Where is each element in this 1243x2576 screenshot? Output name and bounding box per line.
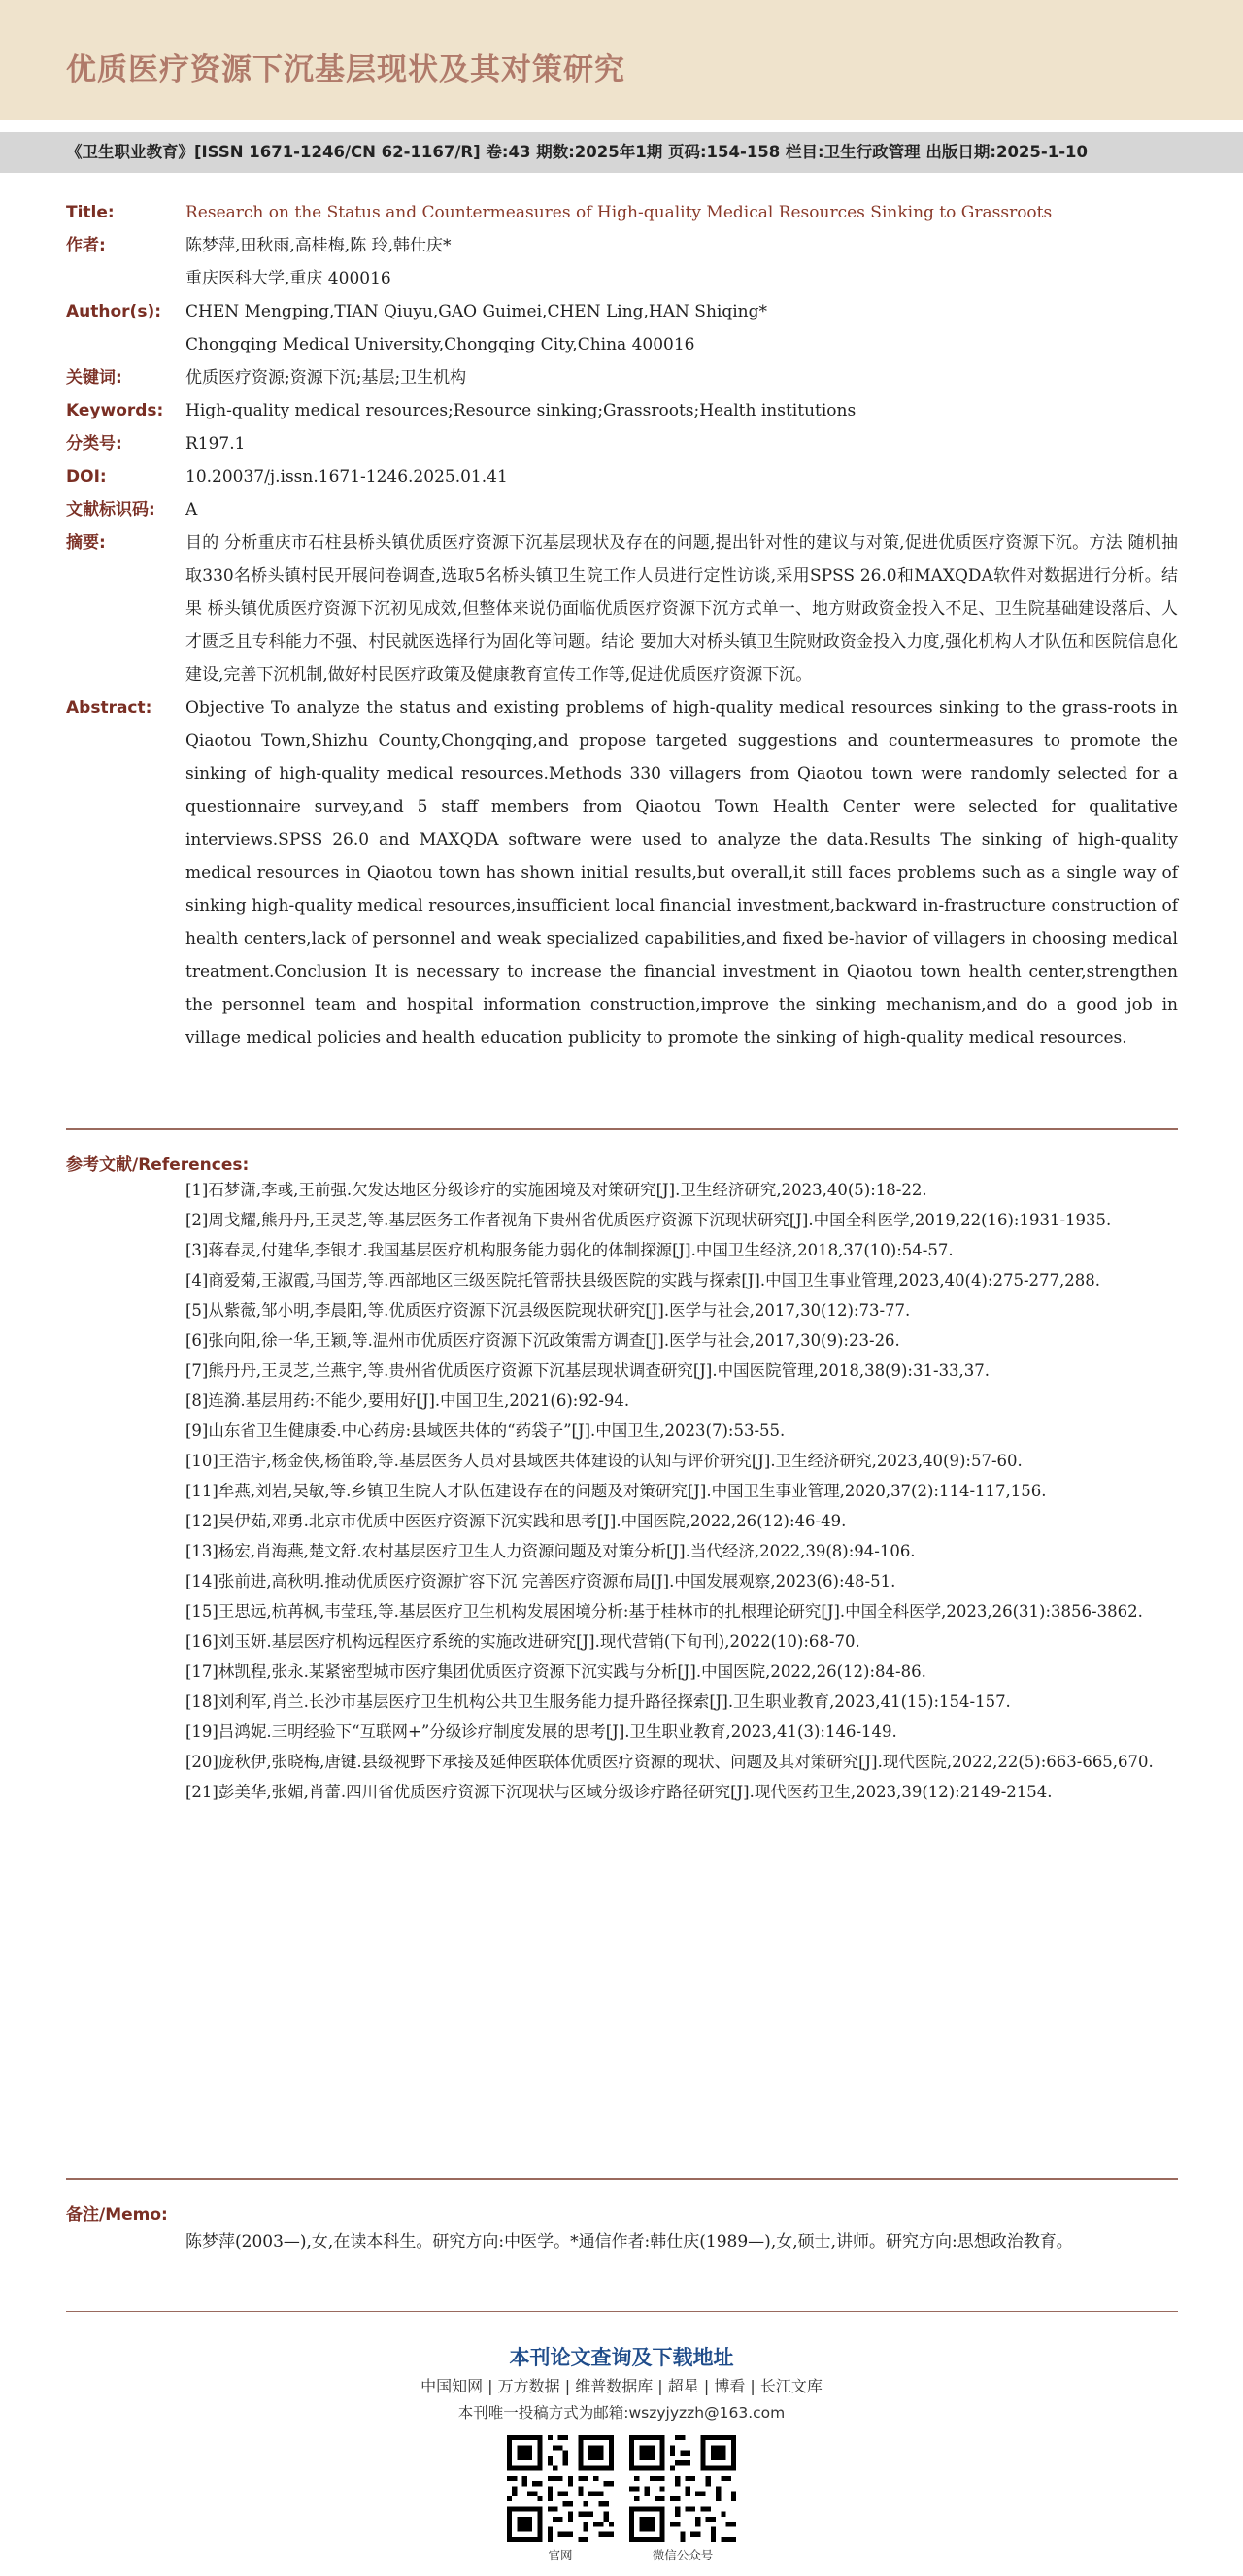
abstract-en-label: Abstract: [66, 698, 152, 718]
keywords-en-row [66, 394, 1178, 427]
keywords-en-label: Keywords: [66, 401, 164, 420]
keywords-en: High-quality medical resources;Resource sinking;Grassroots;Health institutions [185, 401, 857, 420]
abstract-cn-row [66, 526, 1178, 691]
divider [66, 1128, 1178, 1130]
database-list[interactable]: 中国知网 | 万方数据 | 维普数据库 | 超星 | 博看 | 长江文库 [420, 2377, 823, 2395]
reference-item: [12]吴伊茹,邓勇.北京市优质中医医疗资源下沉实践和思考[J].中国医院,2022,26(12):46-49. [185, 1512, 847, 1530]
authors-en-label: Author(s): [66, 302, 162, 321]
website-qr-caption: 官网 [548, 2548, 573, 2562]
reference-item: [4]商爱菊,王淑霞,马国芳,等.西部地区三级医院托管帮扶县级医院的实践与探索[J].中国卫生事业管理,2023,40(4):275-277,288. [185, 1271, 1101, 1289]
title-row [66, 196, 1178, 229]
abstract-cn-label: 摘要: [66, 533, 106, 552]
reference-item: [15]王思远,杭苒枫,韦莹珏,等.基层医疗卫生机构发展困境分析:基于桂林市的扎根理论研究[J].中国全科医学,2023,26(31):3856-3862. [185, 1602, 1143, 1621]
references-list [185, 1175, 1178, 1807]
reference-item: [8]连漪.基层用药:不能少,要用好[J].中国卫生,2021(6):92-94. [185, 1391, 630, 1410]
abstract-en: Objective To analyze the status and existing problems of high-quality medical resources sinking to the grass-roots in Qiaotou Town,Shizhu County,Chongqing,and propose targeted suggestions and countermeasures to promote the sinking of high-quality medical resources.Methods 330 villagers from Qiaotou town were randomly selected for a questionnaire survey,and 5 staff members from Qiaotou Town Health Center were selected for qualitative interviews.SPSS 26.0 and MAXQDA software were used to analyze the data.Results The sinking of high-quality medical resources in Qiaotou town has shown initial results,but overall,it still faces problems such as a single way of sinking high-quality medical resources,insufficient local financial investment,backward in-frastructure construction of health centers,lack of personnel and weak specialized capabilities,and fixed be-havior of villagers in choosing medical treatment.Conclusion It is necessary to increase the financial investment in Qiaotou town health center,strengthen the personnel team and hospital information construction,improve the sinking mechanism,and do a good job in village medical policies and health education publicity to promote the sinking of high-quality medical resources. [185, 698, 1178, 1048]
doc-code-value: A [185, 500, 198, 519]
authors-en: CHEN Mengping,TIAN Qiuyu,GAO Guimei,CHEN Ling,HAN Shiqing* [185, 302, 767, 321]
article-title: 优质医疗资源下沉基层现状及其对策研究 [66, 52, 625, 87]
reference-item: [13]杨宏,肖海燕,楚文舒.农村基层医疗卫生人力资源问题及对策分析[J].当代经济,2022,39(8):94-106. [185, 1542, 916, 1560]
reference-item: [6]张向阳,徐一华,王颖,等.温州市优质医疗资源下沉政策需方调查[J].医学与社会,2017,30(9):23-26. [185, 1331, 900, 1350]
english-title: Research on the Status and Countermeasures of High-quality Medical Resources Sinking to Grassroots [185, 203, 1053, 222]
doc-code-label: 文献标识码: [66, 500, 155, 519]
divider [66, 2178, 1178, 2180]
reference-item: [21]彭美华,张媚,肖蕾.四川省优质医疗资源下沉现状与区域分级诊疗路径研究[J].现代医药卫生,2023,39(12):2149-2154. [185, 1783, 1053, 1801]
reference-item: [5]从紫薇,邹小明,李晨阳,等.优质医疗资源下沉县级医院现状研究[J].医学与社会,2017,30(12):73-77. [185, 1301, 911, 1320]
reference-item: [18]刘利军,肖兰.长沙市基层医疗卫生机构公共卫生服务能力提升路径探索[J].卫生职业教育,2023,41(15):154-157. [185, 1692, 1011, 1711]
doi-value: 10.20037/j.issn.1671-1246.2025.01.41 [185, 467, 508, 486]
reference-item: [9]山东省卫生健康委.中心药房:县域医共体的“药袋子”[J].中国卫生,2023(7):53-55. [185, 1422, 786, 1440]
website-qr-code-icon[interactable] [507, 2435, 614, 2542]
reference-item: [2]周戈耀,熊丹丹,王灵芝,等.基层医务工作者视角下贵州省优质医疗资源下沉现状研究[J].中国全科医学,2019,22(16):1931-1935. [185, 1211, 1112, 1229]
keywords-cn: 优质医疗资源;资源下沉;基层;卫生机构 [185, 368, 467, 387]
abstract-en-row [66, 691, 1178, 1054]
memo-text: 陈梦萍(2003—),女,在读本科生。研究方向:中医学。*通信作者:韩仕庆(1989—),女,硕士,讲师。研究方向:思想政治教育。 [185, 2232, 1073, 2252]
affiliation-en: Chongqing Medical University,Chongqing City,China 400016 [185, 335, 695, 354]
reference-item: [1]石梦潇,李彧,王前强.欠发达地区分级诊疗的实施困境及对策研究[J].卫生经济研究,2023,40(5):18-22. [185, 1181, 927, 1199]
reference-item: [16]刘玉妍.基层医疗机构远程医疗系统的实施改进研究[J].现代营销(下旬刊),2022(10):68-70. [185, 1632, 860, 1651]
classification-row [66, 427, 1178, 460]
keywords-cn-label: 关键词: [66, 368, 122, 387]
doc-code-row [66, 493, 1178, 526]
divider [66, 2311, 1178, 2312]
submission-email[interactable]: 本刊唯一投稿方式为邮箱:wszyjyzzh@163.com [457, 2404, 786, 2422]
reference-item: [19]吕鸿妮.三明经验下“互联网+”分级诊疗制度发展的思考[J].卫生职业教育,2023,41(3):146-149. [185, 1723, 897, 1741]
doi-row [66, 460, 1178, 493]
references-heading: 参考文献/References: [66, 1155, 250, 1175]
classification-label: 分类号: [66, 434, 122, 453]
reference-item: [11]牟燕,刘岩,吴敏,等.乡镇卫生院人才队伍建设存在的问题及对策研究[J].中国卫生事业管理,2020,37(2):114-117,156. [185, 1482, 1047, 1500]
reference-item: [7]熊丹丹,王灵芝,兰燕宇,等.贵州省优质医疗资源下沉基层现状调查研究[J].中国医院管理,2018,38(9):31-33,37. [185, 1361, 991, 1380]
affiliation-cn: 重庆医科大学,重庆 400016 [185, 269, 391, 288]
doi-label: DOI: [66, 467, 107, 486]
reference-item: [3]蒋春灵,付建华,李银才.我国基层医疗机构服务能力弱化的体制探源[J].中国卫生经济,2018,37(10):54-57. [185, 1241, 954, 1259]
wechat-qr-code-icon[interactable] [629, 2435, 736, 2542]
abstract-cn: 目的 分析重庆市石柱县桥头镇优质医疗资源下沉基层现状及存在的问题,提出针对性的建议与对策,促进优质医疗资源下沉。方法 随机抽取330名桥头镇村民开展问卷调查,选取5名桥头镇卫生院工作人员进行定性访谈,采用SPSS 26.0和MAXQDA软件对数据进行分析。结果 桥头镇优质医疗资源下沉初见成效,但整体来说仍面临优质医疗资源下沉方式单一、地方财政资金投入不足、卫生院基础建设落后、人才匮乏且专科能力不强、村民就医选择行为固化等问题。结论 要加大对桥头镇卫生院财政资金投入力度,强化机构人才队伍和医院信息化建设,完善下沉机制,做好村民医疗政策及健康教育宣传工作等,促进优质医疗资源下沉。 [185, 533, 1178, 685]
journal-info-bar: 《卫生职业教育》[ISSN 1671-1246/CN 62-1167/R] 卷:43 期数:2025年1期 页码:154-158 栏目:卫生行政管理 出版日期:2025-1-10 [0, 132, 1243, 173]
download-links-title: 本刊论文查询及下载地址 [509, 2346, 734, 2369]
memo-heading: 备注/Memo: [66, 2205, 168, 2225]
authors-cn: 陈梦萍,田秋雨,高桂梅,陈 玲,韩仕庆* [185, 236, 452, 255]
reference-item: [17]林凯程,张永.某紧密型城市医疗集团优质医疗资源下沉实践与分析[J].中国医院,2022,26(12):84-86. [185, 1662, 926, 1681]
reference-item: [14]张前进,高秋明.推动优质医疗资源扩容下沉 完善医疗资源布局[J].中国发展观察,2023(6):48-51. [185, 1572, 896, 1590]
keywords-cn-row [66, 361, 1178, 394]
authors-cn-label: 作者: [66, 236, 106, 255]
authors-cn-row [66, 229, 1178, 295]
wechat-qr-caption: 微信公众号 [652, 2548, 714, 2562]
authors-en-row [66, 295, 1178, 361]
reference-item: [10]王浩宇,杨金侠,杨笛聆,等.基层医务人员对县域医共体建设的认知与评价研究[J].卫生经济研究,2023,40(9):57-60. [185, 1452, 1023, 1470]
title-banner [0, 0, 1243, 120]
classification-number: R197.1 [185, 434, 246, 453]
reference-item: [20]庞秋伊,张晓梅,唐键.县级视野下承接及延伸医联体优质医疗资源的现状、问题及其对策研究[J].现代医院,2022,22(5):663-665,670. [185, 1753, 1154, 1771]
article-metadata [66, 196, 1178, 1054]
title-label: Title: [66, 203, 115, 222]
